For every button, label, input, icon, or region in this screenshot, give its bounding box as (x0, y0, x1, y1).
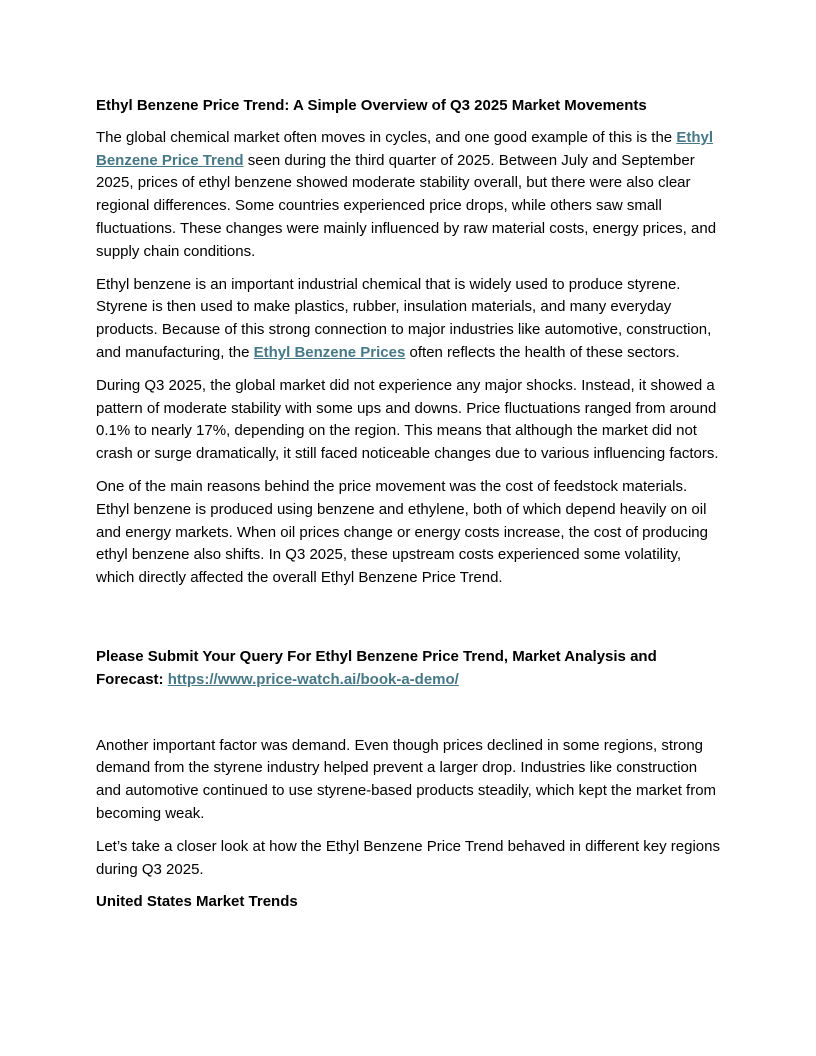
paragraph-intro-text-end: seen during the third quarter of 2025. Between July and September 2025, prices of ethyl benzene showed moderate stability overall, but there were also clear regional differences. Some countries experienced price drops, while others saw small fluctuations. These changes were mainly influenced by raw material costs, energy prices, and supply chain conditions. (96, 151, 717, 260)
document-title: Ethyl Benzene Price Trend: A Simple Overview of Q3 2025 Market Movements (96, 97, 647, 114)
paragraph-regions-intro: Let’s take a closer look at how the Ethyl Benzene Price Trend behaved in different key regions during Q3 2025. (96, 837, 720, 878)
paragraph-demand: Another important factor was demand. Even though prices declined in some regions, strong demand from the styrene industry helped prevent a larger drop. Industries like construction and automotive continued to use styrene-based products steadily, which kept the market from becoming weak. (96, 736, 717, 822)
paragraph-feedstock: One of the main reasons behind the price movement was the cost of feedstock materials. Ethyl benzene is produced using benzene and ethylene, both of which depend heavily on oil and energy markets. When oil prices change or energy costs increase, the cost of producing ethyl benzene also shifts. In Q3 2025, these upstream costs experienced some volatility, which directly affected the overall Ethyl Benzene Price Trend. (96, 477, 708, 587)
ethyl-benzene-price-trend-link[interactable]: Ethyl Benzene Price Trend (96, 128, 713, 169)
book-a-demo-link[interactable]: https://www.price-watch.ai/book-a-demo/ (167, 670, 459, 688)
paragraph-usage-text-start: Ethyl benzene is an important industrial chemical that is widely used to produce styrene. Styrene is then used to make plastics, rubber, insulation materials, and many everyday products. Because of this strong connection to major industries like automotive, construction, and manufacturing, the (96, 275, 712, 361)
query-callout (96, 646, 720, 692)
paragraph-usage-text-end: often reflects the health of these sectors. (405, 343, 680, 361)
paragraph-intro-text-start: The global chemical market often moves in cycles, and one good example of this is the (96, 128, 677, 146)
section-heading-united-states: United States Market Trends (96, 893, 298, 911)
spacer (96, 600, 720, 646)
paragraph-usage (96, 274, 720, 365)
paragraph-intro (96, 127, 720, 264)
spacer (96, 692, 720, 735)
query-callout-text: Please Submit Your Query For Ethyl Benzene Price Trend, Market Analysis and Forecast: (96, 647, 657, 688)
document-page (96, 95, 720, 923)
ethyl-benzene-prices-link[interactable]: Ethyl Benzene Prices (253, 343, 406, 361)
paragraph-stability: During Q3 2025, the global market did not experience any major shocks. Instead, it showed a pattern of moderate stability with some ups and downs. Price fluctuations ranged from around 0.1% to nearly 17%, depending on the region. This means that although the market did not crash or surge dramatically, it still faced noticeable changes due to various influencing factors. (96, 376, 719, 463)
